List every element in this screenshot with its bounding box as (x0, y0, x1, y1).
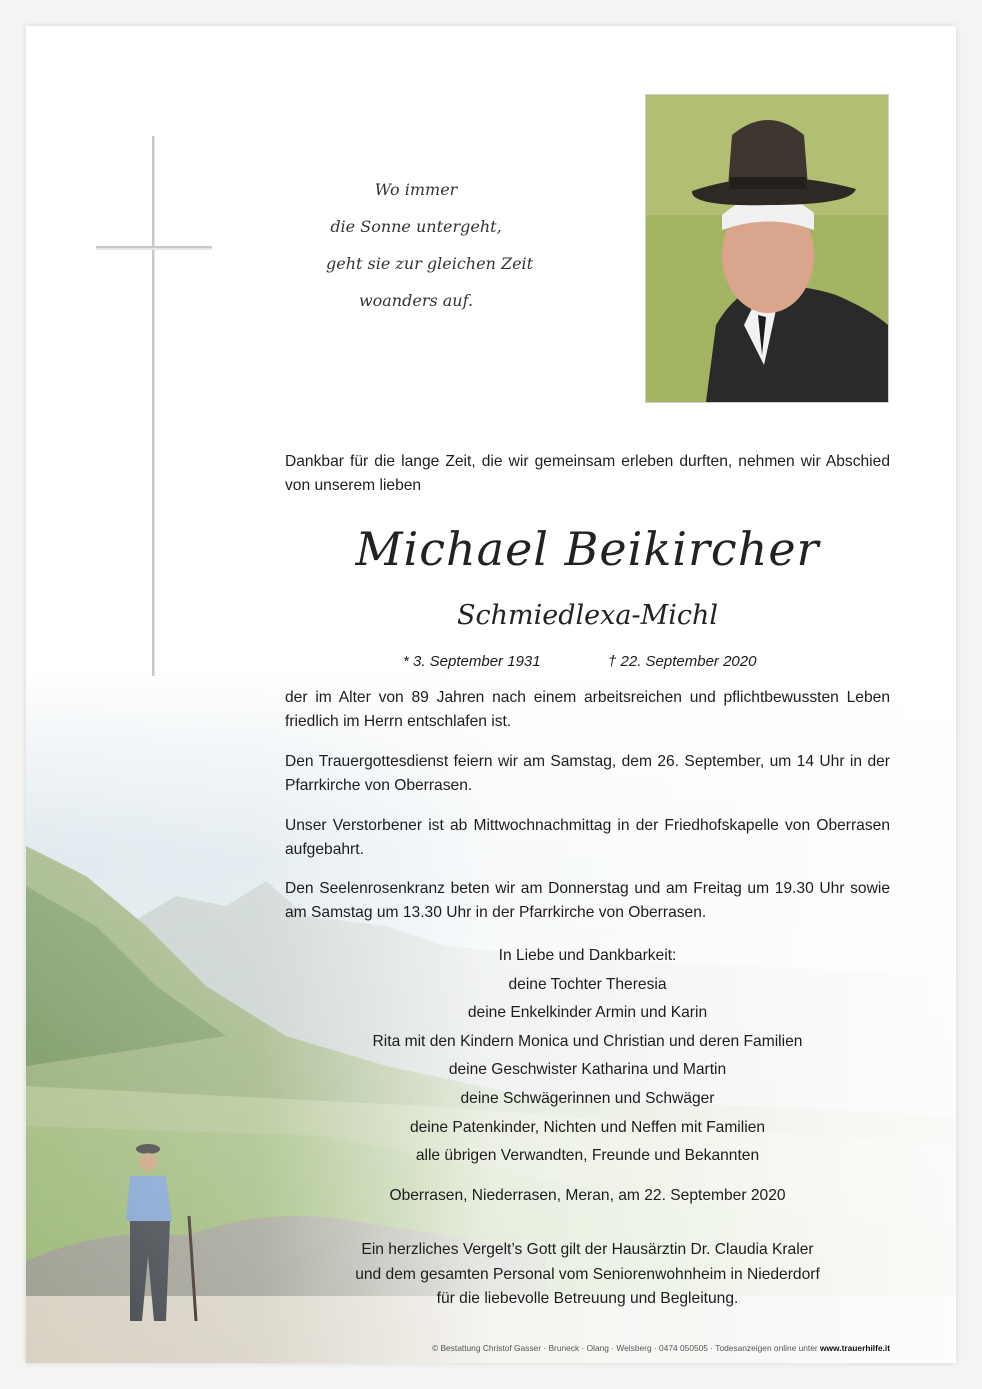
deceased-name: Michael Beikircher (355, 522, 820, 576)
mourners-line: Rita mit den Kindern Monica und Christian und deren Familien (372, 1032, 803, 1050)
intro-text: Dankbar für die lange Zeit, die wir gemeinsam erleben durften, nehmen wir Abschied von unserem lieben (285, 453, 890, 494)
mourners-line: In Liebe und Dankbarkeit: (498, 947, 677, 964)
mourners-line: deine Schwägerinnen und Schwäger (460, 1089, 715, 1107)
quote-line: Wo immer (374, 180, 458, 199)
mourners-list (285, 942, 890, 1171)
mourners-line: deine Patenkinder, Nichten und Neffen mit Familien (409, 1118, 766, 1136)
portrait-photo (645, 94, 889, 403)
cross-horizontal-bar (96, 246, 212, 248)
mourners-line: deine Enkelkinder Armin und Karin (467, 1004, 708, 1022)
paragraph-viewing: Unser Verstorbener ist ab Mittwochnachmittag in der Friedhofskapelle von Oberrasen aufgebahrt. (285, 817, 890, 858)
quote-line: die Sonne untergeht, (330, 217, 502, 236)
mourners-line: alle übrigen Verwandten, Freunde und Bekannten (415, 1147, 760, 1165)
cross-vertical-bar (152, 136, 154, 676)
paragraph-funeral-service: Den Trauergottesdienst feiern wir am Samstag, dem 26. September, um 14 Uhr in der Pfarrkirche von Oberrasen. (285, 753, 890, 794)
obituary-card (26, 26, 956, 1363)
acknowledgement (285, 1238, 890, 1312)
portrait-illustration (646, 95, 888, 402)
birth-date: * 3. September 1931 (403, 653, 541, 670)
footer-website-link[interactable]: www.trauerhilfe.it (820, 1343, 890, 1353)
death-date: † 22. September 2020 (608, 653, 757, 670)
quote-line: geht sie zur gleichen Zeit (326, 254, 534, 273)
quote-line: woanders auf. (358, 291, 474, 310)
footer-credit (285, 1343, 890, 1353)
acknowledgement-line: Ein herzliches Vergelt’s Gott gilt der Hausärztin Dr. Claudia Kraler (361, 1241, 814, 1258)
deceased-nickname: Schmiedlexa-Michl (457, 600, 718, 631)
memorial-quote (326, 171, 534, 319)
acknowledgement-line: und dem gesamten Personal vom Seniorenwohnheim in Niederdorf (355, 1265, 820, 1283)
mourners-line: deine Geschwister Katharina und Martin (448, 1061, 727, 1079)
paragraph-passing: der im Alter von 89 Jahren nach einem arbeitsreichen und pflichtbewussten Leben friedlich im Herrn entschlafen ist. (285, 689, 890, 730)
place-and-date: Oberrasen, Niederrasen, Meran, am 22. September 2020 (389, 1187, 786, 1204)
footer-text: © Bestattung Christof Gasser · Bruneck · Olang · Welsberg · 0474 050505 · Todesanzeigen online unter (431, 1343, 818, 1353)
acknowledgement-line: für die liebevolle Betreuung und Begleitung. (436, 1290, 739, 1307)
mourners-line: deine Tochter Theresia (508, 975, 667, 993)
paragraph-rosary: Den Seelenrosenkranz beten wir am Donnerstag und am Freitag um 19.30 Uhr sowie am Samstag um 13.30 Uhr in der Pfarrkirche von Oberrasen. (285, 880, 890, 921)
